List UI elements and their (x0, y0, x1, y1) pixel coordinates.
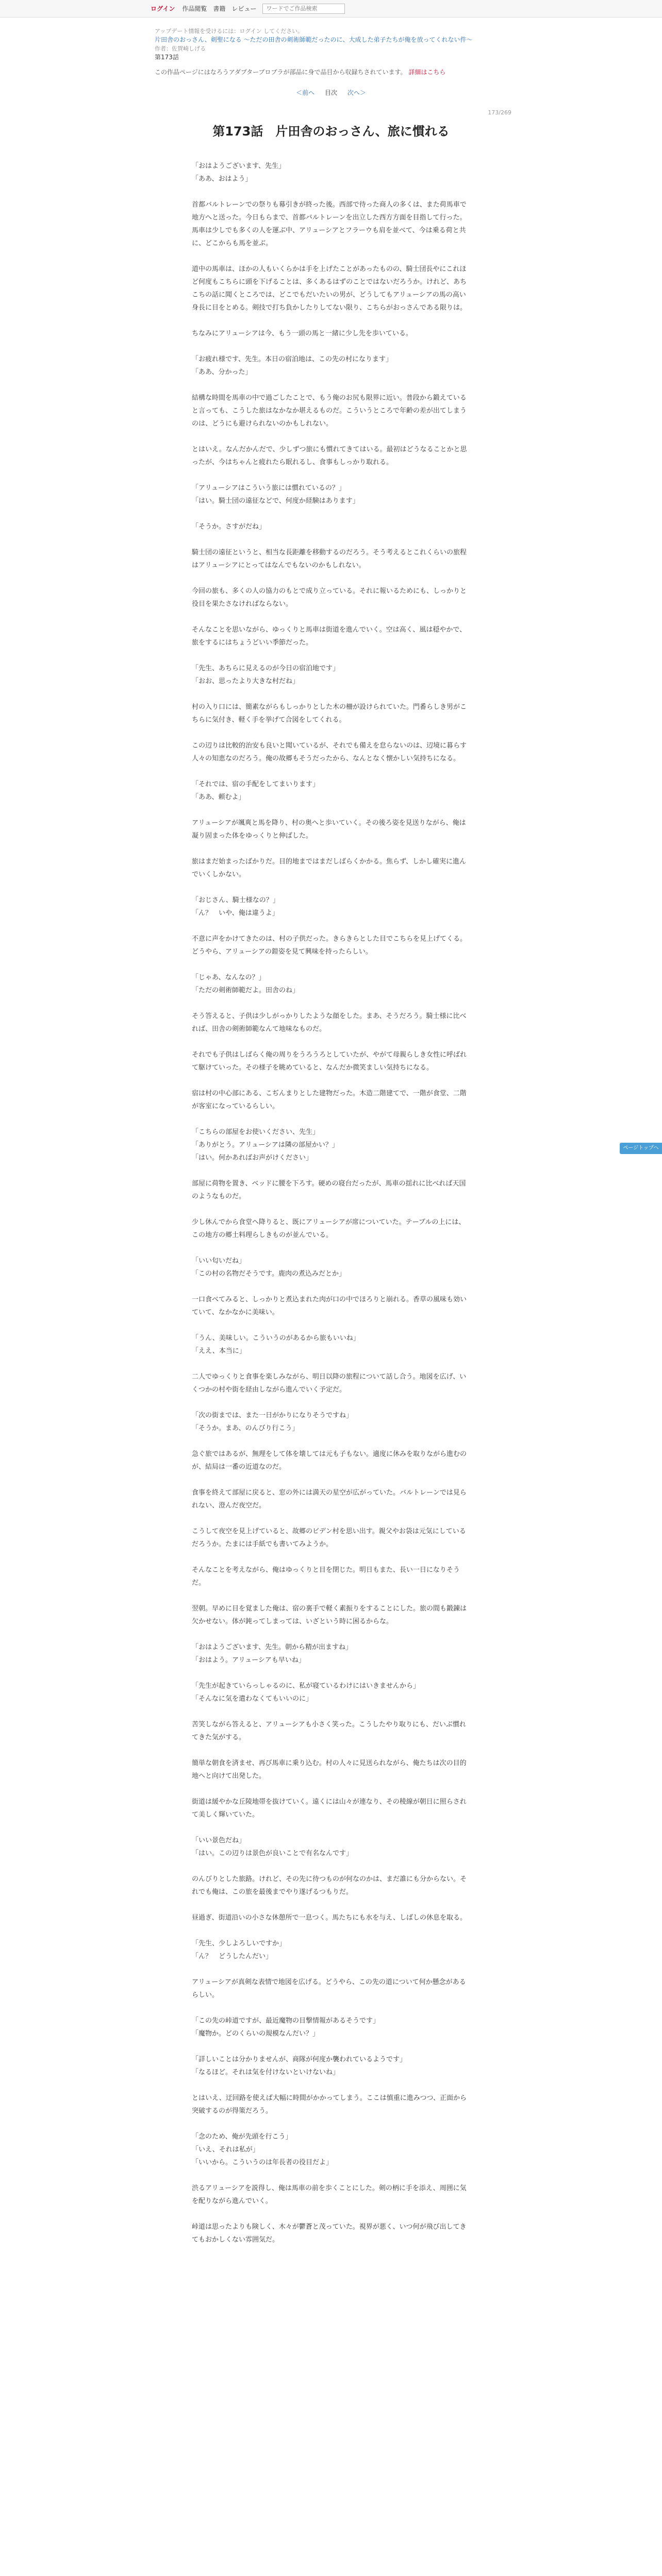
body-paragraph: 苦笑しながら答えると、アリューシアも小さく笑った。こうしたやり取りにも、だいぶ慣れてきた気がする。 (192, 1721, 466, 1741)
page-top-button[interactable]: ページトップへ (620, 1143, 662, 1154)
body-paragraph: 首都バルトレーンでの祭りも幕引きが終った後。西部で待った商人の多くは、また荷馬車で地方へと送った。今日もらまで、首都バルトレーンを出立した西方方面を目指して行った。馬車は少しでも多くの人を運ぶ中、アリューシアとフラーウも肩を並べて、今は乗る荷と共に、どこからも馬を並ぶ。 (192, 201, 467, 247)
body-paragraph: 「そうか。さすがだね」 (192, 523, 266, 531)
body-paragraph: ちなみにアリューシアは今、もう一頭の馬と一緒に少し先を歩いている。 (192, 330, 412, 337)
notice-details-link[interactable]: 詳細はこちら (408, 69, 446, 76)
prev-episode-link[interactable]: ＜前へ (296, 89, 315, 96)
episode-title: 第173話 片田舎のおっさん、旅に慣れる (212, 124, 450, 139)
body-paragraph: 「先生、あちらに見えるのが今日の宿泊地です」 「おお、思ったより大きな村だね」 (192, 665, 340, 685)
author-name[interactable]: 作者：佐賀崎しげる (155, 45, 206, 52)
body-paragraph: アリューシアが真剣な表情で地図を広げる。どうやら、この先の道について何か懸念があるらしい。 (192, 1978, 466, 1999)
body-paragraph: 「おはようございます、先生。朝から精が出ますね」 「おはよう。アリューシアも早いね」 (192, 1643, 352, 1664)
nav-link-reviews[interactable]: レビュー (231, 5, 257, 12)
body-paragraph: とはいえ。なんだかんだで、少しずつ旅にも慣れてきてはいる。最初はどうなることかと思ったが、今はちゃんと疲れたら眠れるし、食事もしっかり取れる。 (192, 446, 467, 466)
body-paragraph: 簡単な朝食を済ませ、再び馬車に乗り込む。村の人々に見送られながら、俺たちは次の目的地へと向けて出発した。 (192, 1759, 467, 1780)
top-navigation-bar (0, 0, 662, 18)
body-paragraph: 街道は緩やかな丘陵地帯を抜けていく。遠くには山々が連なり、その稜線が朝日に照らされて美しく輝いていた。 (192, 1798, 467, 1819)
novel-title[interactable]: 片田舎のおっさん、剣聖になる ～ただの田舎の剣術師範だったのに、大成した弟子たちが俺を放ってくれない件～ (155, 36, 473, 43)
body-paragraph: 「この先の峠道ですが、最近魔物の目撃情報があるそうです」 「魔物か。どのくらいの規模なんだい？」 (192, 2017, 380, 2038)
nav-link-works[interactable]: 作品閲覧 (182, 5, 207, 12)
body-paragraph: 急ぐ旅ではあるが、無理をして体を壊しては元も子もない。適度に休みを取りながら進むのが、結局は一番の近道なのだ。 (192, 1450, 467, 1471)
body-paragraph: 村の入り口には、簡素ながらもしっかりとした木の柵が設けられていた。門番らしき男がこちらに気付き、軽く手を挙げて合図をしてくれる。 (192, 703, 467, 724)
body-paragraph: 「それでは、宿の手配をしてまいります」 「ああ、頼むよ」 (192, 781, 320, 801)
body-paragraph: 峠道は思ったよりも険しく、木々が鬱蒼と茂っていた。視界が悪く、いつ何が飛び出してきてもおかしくない雰囲気だ。 (192, 2223, 467, 2244)
body-paragraph: 「念のため、俺が先頭を行こう」 「いえ、それは私が」 「いいから。こういうのは年長者の役目だよ」 (192, 2133, 333, 2166)
body-paragraph: 部屋に荷物を置き、ベッドに腰を下ろす。硬めの寝台だったが、馬車の揺れに比べれば天国のようなものだ。 (192, 1180, 466, 1200)
episode-number: 173/269 (488, 109, 511, 116)
notice-text: この作品ページにはなろうアダプターブロブラが部品に身で品目から収録ちされています。 (155, 69, 407, 76)
body-paragraph: 「こちらの部屋をお使いください、先生」 「ありがとう。アリューシアは隣の部屋かい？」 「はい。何かあればお声がけください」 (192, 1128, 339, 1162)
body-paragraph: そんなことを思いながら、ゆっくりと馬車は街道を進んでいく。空は高く、風は穏やかで、旅をするにはちょうどいい季節だった。 (192, 626, 467, 647)
body-paragraph: 「おはようございます、先生」 「ああ、おはよう」 (192, 162, 285, 183)
adaptation-notice (155, 68, 511, 77)
body-paragraph: とはいえ、迂回路を使えば大幅に時間がかかってしまう。ここは慎重に進みつつ、正面から突破するのが得策だろう。 (192, 2094, 467, 2115)
body-paragraph: 食事を終えて部屋に戻ると、窓の外には満天の星空が広がっていた。バルトレーンでは見られない、澄んだ夜空だ。 (192, 1489, 467, 1510)
novel-header (151, 18, 511, 77)
body-paragraph: 「お疲れ様です、先生。本日の宿泊地は、この先の村になります」 「ああ、分かった」 (192, 355, 392, 376)
body-paragraph: 旅はまだ始まったばかりだ。目的地まではまだしばらくかかる。焦らず、しかし確実に進んでいくしかない。 (192, 858, 466, 878)
body-paragraph: 「じゃあ、なんなの？」 「ただの剣術師範だよ。田舎のね」 (192, 974, 300, 994)
body-paragraph: アリューシアが颯爽と馬を降り、村の奥へと歩いていく。その後ろ姿を見送りながら、俺は凝り固まった体をゆっくりと伸ばした。 (192, 819, 466, 840)
novel-title-link[interactable] (155, 36, 511, 44)
body-paragraph: 「おじさん、騎士様なの？」 「ん？ いや、俺は違うよ」 (192, 896, 279, 917)
body-paragraph: そんなことを考えながら、俺はゆっくりと目を閉じた。明日もまた、長い一日になりそうだ。 (192, 1566, 460, 1587)
body-paragraph: 「いい景色だね」 「はい。この辺りは景色が良いことで有名なんです」 (192, 1837, 353, 1857)
episode-body (192, 160, 470, 2246)
body-paragraph: こうして夜空を見上げていると、故郷のビデン村を思い出す。親父やお袋は元気にしているだろうか。たまには手紙でも書いてみようか。 (192, 1528, 466, 1548)
body-paragraph: 「アリューシアはこういう旅には慣れているの？」 「はい。騎士団の遠征などで、何度か経験はあります」 (192, 484, 359, 505)
body-paragraph: この辺りは比較的治安も良いと聞いているが、それでも備えを怠らないのは、辺境に暮らす人々の知恵なのだろう。俺の故郷もそうだったから、なんとなく懐かしい気持ちになる。 (192, 742, 467, 762)
next-episode-link[interactable]: 次へ＞ (347, 89, 366, 96)
body-paragraph: 「次の街までは、また一日がかりになりそうですね」 「そうか。まあ、のんびり行こう」 (192, 1412, 353, 1432)
body-paragraph: 渋るアリューシアを説得し、俺は馬車の前を歩くことにした。剣の柄に手を添え、周囲に気を配りながら進んでいく。 (192, 2184, 467, 2205)
body-paragraph: 「いい匂いだね」 「この村の名物だそうです。鹿肉の煮込みだとか」 (192, 1257, 345, 1278)
body-paragraph: 結構な時間を馬車の中で過ごしたことで、もう俺のお尻も限界に近い。普段から鍛えていると言っても、こうした旅はなかなか堪えるものだ。こういうところで年齢の差が出てしまうのは、どうにも避けられないのかもしれない。 (192, 394, 467, 428)
body-paragraph: そう答えると、子供は少しがっかりしたような顔をした。まあ、そうだろう。騎士様に比べれば、田舎の剣術師範なんて地味なものだ。 (192, 1012, 467, 1033)
search-input[interactable] (262, 4, 345, 14)
update-info-text: アップデート情報を受けるには：ログイン してください。 (155, 28, 304, 35)
body-paragraph: 翌朝。早めに目を覚ました俺は、宿の裏手で軽く素振りをすることにした。旅の間も鍛錬は欠かせない。体が鈍ってしまっては、いざという時に困るからな。 (192, 1605, 467, 1625)
login-link[interactable]: ログイン (151, 5, 175, 12)
current-episode-label: 第173話 (155, 54, 179, 61)
body-paragraph: 「先生が起きていらっしゃるのに、私が寝ているわけにはいきませんから」 「そんなに気を遣わなくてもいいのに」 (192, 1682, 420, 1703)
body-paragraph: 昼過ぎ、街道沿いの小さな休憩所で一息つく。馬たちにも水を与え、しばしの休息を取る。 (192, 1914, 467, 1922)
nav-link-books[interactable]: 書籍 (213, 5, 226, 12)
episode-pager (0, 88, 662, 97)
body-paragraph: 一口食べてみると、しっかりと煮込まれた肉が口の中でほろりと崩れる。香草の風味も効いていて、なかなかに美味い。 (192, 1296, 467, 1316)
body-paragraph: 少し休んでから食堂へ降りると、既にアリューシアが席についていた。テーブルの上には、この地方の郷土料理らしきものが並んでいる。 (192, 1218, 466, 1239)
body-paragraph: 不意に声をかけてきたのは、村の子供だった。きらきらとした目でこちらを見上げてくる。どうやら、アリューシアの鎧姿を見て興味を持ったらしい。 (192, 935, 467, 956)
body-paragraph: 今回の旅も、多くの人の協力のもとで成り立っている。それに報いるためにも、しっかりと役目を果たさなければならない。 (192, 587, 467, 608)
body-paragraph: 宿は村の中心部にある、こぢんまりとした建物だった。木造二階建てで、一階が食堂、二階が客室になっているらしい。 (192, 1090, 467, 1110)
table-of-contents-link[interactable]: 目次 (324, 89, 337, 96)
body-paragraph: 騎士団の遠征というと、相当な長距離を移動するのだろう。そう考えるとこれくらいの旅程はアリューシアにとってはなんでもないのかもしれない。 (192, 549, 467, 569)
body-paragraph: 「詳しいことは分かりませんが、商隊が何度か襲われているようです」 「なるほど。それは気を付けないといけないね」 (192, 2056, 407, 2076)
body-paragraph: 「先生、少しよろしいですか」 「ん？ どうしたんだい」 (192, 1940, 286, 1960)
body-paragraph: 道中の馬車は、ほかの人もいくらかは手を上げたことがあったものの、騎士団長やにこれほど何度もこちらに頭を下げることは、多くあるはずのことではないだろうか。けれど、あちこちの話に聞くところでは、どこでもだいたいの男が、どうしてもアリューシアの馬の高い身長に目をとめる。剣技で打ち負かしたりしてない限り、こちらがおっさんである限りは。 (192, 265, 467, 312)
body-paragraph: 「うん、美味しい。こういうのがあるから旅もいいね」 「ええ、本当に」 (192, 1334, 360, 1355)
body-paragraph: のんびりとした旅路。けれど、その先に待つものが何なのかは、まだ誰にも分からない。それでも俺は、この旅を最後までやり遂げるつもりだ。 (192, 1875, 467, 1896)
body-paragraph: 二人でゆっくりと食事を楽しみながら、明日以降の旅程について話し合う。地図を広げ、いくつかの村や街を経由しながら進んでいく予定だ。 (192, 1373, 467, 1394)
body-paragraph: それでも子供はしばらく俺の周りをうろうろとしていたが、やがて母親らしき女性に呼ばれて駆けていった。その様子を眺めていると、なんだか微笑ましい気持ちになる。 (192, 1051, 467, 1072)
